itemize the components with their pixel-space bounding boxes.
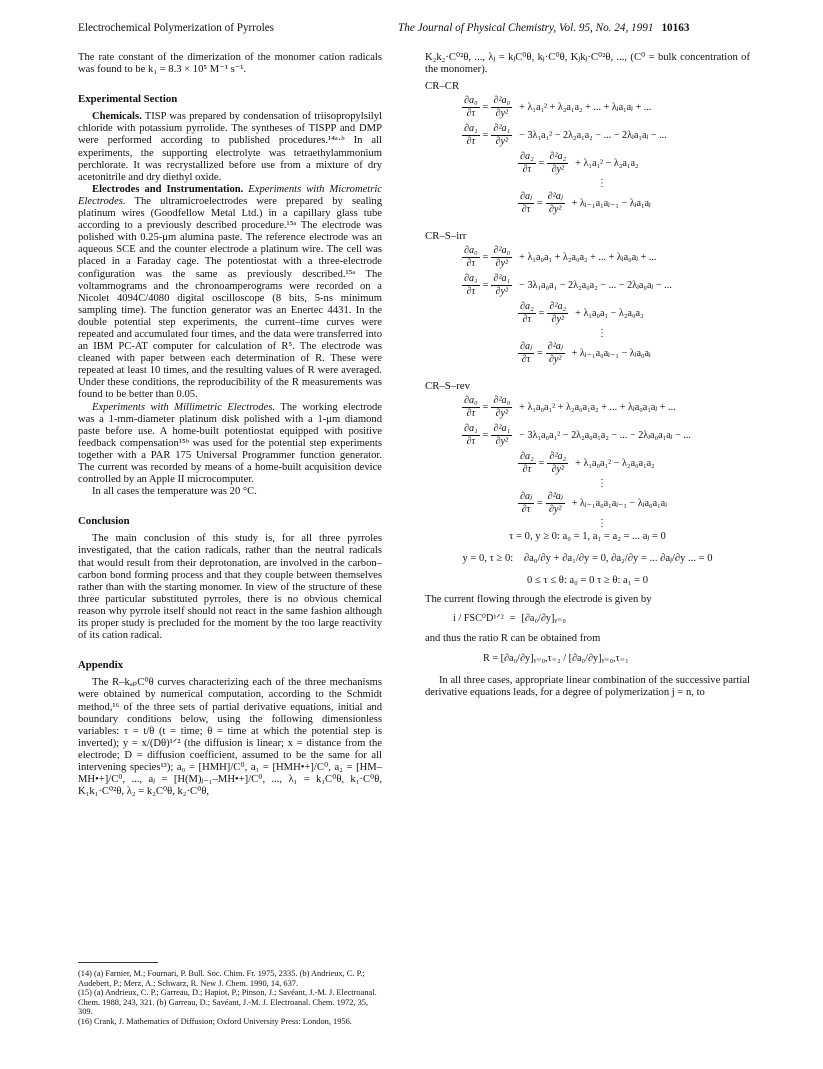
boundary-condition (425, 552, 750, 566)
equation-rhs: + λ₁a₀a₁ − λ₂a₀a₂ (575, 307, 644, 319)
chemicals-lead: Chemicals. (92, 111, 142, 123)
fraction: $\frac{\text{∂²a₁}}{\text{∂y²}}$ (493, 423, 511, 448)
current-eq-rhs: [∂a₀/∂y]ᵧ₌₀ (521, 612, 566, 624)
boundary-condition-eq: ∂a₀/∂y + ∂a₁/∂y = 0, ∂a₂/∂y = ... ∂aⱼ/∂y ... = 0 (523, 553, 713, 565)
equation-rhs: + λⱼ₋₁a₁aⱼ₋₁ − λⱼa₁aⱼ (571, 197, 651, 209)
fraction: $\frac{\text{∂a₂}}{\partial\tau}$ (520, 301, 534, 326)
right-column (425, 52, 750, 699)
cr-s-rev-equations (425, 395, 750, 528)
millimetric-text: The working electrode was a 1-mm-diameter platinum disk polished with a 1-μm diamond paste before use. A home-built potentiostat equipped with positive feedback compensation¹⁵ᵇ was used for the potential step experiments together with a PAR 175 Universal Programmer function generator. The current was recorded by means of a home-built acquisition device controlled by an Apple II microcomputer. (78, 401, 382, 486)
footnote-rule (78, 962, 158, 963)
fraction: $\frac{\text{∂a₂}}{\partial\tau}$ (520, 151, 534, 176)
current-equation: i / FSC⁰D¹ᐟ² = [∂a₀/∂y]ᵧ₌₀ (453, 612, 566, 624)
equation-rhs: + λ₁a₀a₁² + λ₂a₀a₁a₂ + ... + λⱼa₀a₁aⱼ + ... (519, 401, 676, 413)
appendix-heading: Appendix (78, 659, 124, 672)
temperature-paragraph: In all cases the temperature was 20 °C. (92, 486, 257, 498)
equation: $\frac{\text{∂a₀}}{\partial\tau}$ = $\frac{\text{∂²a₀}}{\text{∂y²}}$ + λ₁a₀a₁ + λ₂a₀a₂ + ... + λⱼa₀aⱼ + ... (464, 245, 657, 270)
left-column (78, 52, 382, 798)
footnote-16: (16) Crank, J. Mathematics of Diffusion; Oxford University Press: London, 1956. (78, 1016, 352, 1026)
current-eq-lhs: i / FSC⁰D¹ᐟ² (453, 612, 504, 624)
fraction: $\frac{\text{∂aⱼ}}{\partial\tau}$ (520, 191, 532, 216)
time-ranges: 0 ≤ τ ≤ θ: a₀ = 0 τ ≥ θ: a₁ = 0 (526, 575, 649, 587)
equation-rhs: − 3λ₁a₁² − 2λ₂a₁a₂ − ... − 2λⱼa₁aⱼ − ... (519, 129, 667, 141)
footnote-15: (15) (a) Andrieux, C. P.; Garreau, D.; Hapiot, P.; Pinson, J.; Savéant, J.-M. J. Electroanal. Chem. 1988, 243, 321. (b) Garreau, D.; Savéant, J.-M. J. Electroanal. Chem. 1972, 35, 309. (78, 988, 377, 1017)
experimental-heading: Experimental Section (78, 93, 178, 106)
fraction: $\frac{\text{∂²a₂}}{\text{∂y²}}$ (549, 301, 567, 326)
initial-condition: τ = 0, y ≥ 0: a₀ = 1, a₁ = a₂ = ... aⱼ = 0 (509, 531, 666, 543)
ratio-equation: R = [∂a₀/∂y]ᵧ₌₀,τ₌₂ / [∂a₀/∂y]ᵧ₌₀,τ₌₁ (483, 652, 629, 664)
fraction: $\frac{\text{∂²a₁}}{\text{∂y²}}$ (493, 123, 511, 148)
boundary-condition-left: y = 0, τ ≥ 0: (462, 553, 514, 565)
electrodes-sub: Experiments with Micrometric Electrodes. (78, 183, 383, 207)
fraction: $\frac{\text{∂²a₂}}{\text{∂y²}}$ (549, 451, 567, 476)
equation-rhs: + λ₁a₀a₁ + λ₂a₀a₂ + ... + λⱼa₀aⱼ + ... (519, 251, 657, 263)
appendix-paragraph: The R–kₐₚC⁰θ curves characterizing each of the three mechanisms were obtained by numerical computation, according to the Schmidt method,¹⁶ of the three sets of partial derivative equations, initial and boundary conditions below, using the following dimensionless variables: τ = t/θ (t = time; θ = time at which the potential step is inverted); y = x/(Dθ)¹ᐟ² (the diffusion is linear; x = distance from the electrode; D = diffusion coefficient, assumed to be the same for all intervening species¹³); a₀ = [HMH]/C⁰, a₁ = [HMH•+]/C⁰, a₂ = [HM–MH•+]/C⁰, ..., aⱼ = [H(M)ⱼ₋₁–MH•+]/C⁰, ..., λ₁ = k₁C⁰θ, k₁·C⁰θ, K₁k₁·C⁰²θ, λ₂ = k₂C⁰θ, k₂·C⁰θ, (78, 677, 382, 798)
cr-cr-label: CR–CR (425, 80, 460, 93)
page-number: 10163 (661, 22, 690, 34)
fraction: $\frac{\text{∂a₁}}{\partial\tau}$ (464, 423, 478, 448)
electrodes-paragraph (78, 184, 382, 402)
equation-rhs: − 3λ₁a₀a₁² − 2λ₂a₀a₁a₂ − ... − 2λⱼa₀a₁aⱼ − ... (519, 429, 691, 441)
final-paragraph: In all three cases, appropriate linear combination of the successive partial derivative equations leads, for a degree of polymerization j = n, to (425, 674, 750, 698)
fraction: $\frac{\text{∂aⱼ}}{\partial\tau}$ (520, 341, 532, 366)
cr-s-irr-equations (425, 245, 750, 366)
equation: $\frac{\text{∂a₂}}{\partial\tau}$ = $\frac{\text{∂²a₂}}{\text{∂y²}}$ + λ₁a₀a₁ − λ₂a₀a₂ (520, 301, 644, 326)
electrodes-text: The ultramicroelectrodes were prepared by sealing platinum wires (Goodfellow Metal Ltd.) in a capillary glass tube according to a previously described procedure.¹⁵ᵃ The electrode was polished with 0.25-μm alumina paste. The reference electrode was an aqueous SCE and the counter electrode a platinum wire. The cell was placed in a Faraday cage. The potentiostat with a three-electrode configuration was the same as previously described.¹⁵ᵃ The voltammograms and the chronoamperograms were recorded on a Nicolet 4094C/4080 digital oscilloscope (8 bits, 5-ns minimum sampling time). The function generator was an Enertec 4431. In the double potential step experiments, the current–time curves were repeated and accumulated four times, and the data were transferred into an IBM PC-AT computer for calculation of R⁵. The electrode was cleaned with paper between each determination of R. These were repeated at least 10 times, and the resulting values of R were averaged. Under these conditions, the reproducibility of the R measurements was found to be better than 0.05. (78, 195, 382, 401)
equation: $\frac{\text{∂a₀}}{\partial\tau}$ = $\frac{\text{∂²a₀}}{\text{∂y²}}$ + λ₁a₀a₁² + λ₂a₀a₁a₂ + ... + λⱼa₀a₁aⱼ + ... (464, 395, 676, 420)
fraction: $\frac{\text{∂²a₀}}{\text{∂y²}}$ (493, 245, 511, 270)
equation: $\frac{\text{∂a₁}}{\partial\tau}$ = $\frac{\text{∂²a₁}}{\text{∂y²}}$ − 3λ₁a₀a₁² − 2λ₂a₀a₁a₂ − ... − 2λⱼa₀a₁aⱼ − ... (464, 423, 691, 448)
chemicals-paragraph (78, 111, 382, 184)
footnote-14: (14) (a) Farnier, M.; Fournari, P. Bull. Soc. Chim. Fr. 1975, 2335. (b) Andrieux, C. P.; Audebert, P.; Merz, A.; Schwarz, R. New J. Chem. 1990, 14, 637. (78, 969, 365, 988)
cr-cr-equations (425, 95, 750, 216)
equation: $\frac{\text{∂a₁}}{\partial\tau}$ = $\frac{\text{∂²a₁}}{\text{∂y²}}$ − 3λ₁a₁² − 2λ₂a₁a₂ − ... − 2λⱼa₁aⱼ − ... (464, 123, 667, 148)
equation-rhs: + λ₁a₀a₁² − λ₂a₀a₁a₂ (575, 457, 655, 469)
vertical-ellipsis: ⋮ (597, 178, 607, 190)
right-intro: K₂k₂·C⁰²θ, ..., λⱼ = kⱼC⁰θ, kⱼ·C⁰θ, Kⱼkⱼ·C⁰²θ, ..., (C⁰ = bulk concentration of the monomer). (425, 52, 750, 76)
boundary-conditions (425, 530, 750, 588)
current-text: The current flowing through the electrode is given by (425, 594, 652, 606)
equation: $\frac{\text{∂aⱼ}}{\partial\tau}$ = $\frac{\text{∂²aⱼ}}{\text{∂y²}}$ + λⱼ₋₁a₀a₁aⱼ₋₁ − λⱼa₀a₁aⱼ (520, 491, 667, 516)
fraction: $\frac{\text{∂²aⱼ}}{\text{∂y²}}$ (547, 191, 563, 216)
millimetric-paragraph (78, 402, 382, 487)
vertical-ellipsis: ⋮ (597, 518, 607, 530)
fraction: $\frac{\text{∂a₀}}{\partial\tau}$ (464, 395, 478, 420)
fraction: $\frac{\text{∂a₀}}{\partial\tau}$ (464, 245, 478, 270)
fraction: $\frac{\text{∂²aⱼ}}{\text{∂y²}}$ (547, 341, 563, 366)
cr-s-irr-label: CR–S–irr (425, 230, 467, 243)
footnotes (78, 962, 382, 1027)
chemicals-text: TISP was prepared by condensation of triisopropylsilyl chloride with potassium pyrrolide. The syntheses of TISPP and DMP were performed according to published procedures.¹⁴ᵃ·ᵇ In all experiments, the supporting electrolyte was tetraethylammonium perchlorate. It was recrystallized before use from a mixture of dry acetonitrile and dry diethyl oxide. (78, 111, 382, 183)
fraction: $\frac{\text{∂²a₁}}{\text{∂y²}}$ (493, 273, 511, 298)
equation-rhs: + λⱼ₋₁a₀a₁aⱼ₋₁ − λⱼa₀a₁aⱼ (571, 497, 667, 509)
conclusion-paragraph: The main conclusion of this study is, for all three pyrroles investigated, that the cation radicals, rather than the neutral radicals that would result from their deprotonation, are involved in the carbon–carbon bond forming process and that they couple between themselves rather than with the starting monomer. In view of the structure of these three particular substituted pyrroles, there is no obvious chemical reason why pyrrole itself should not react in the same fashion although its proper study is precluded for the moment by the too large reactivity of its cation radical. (78, 533, 382, 642)
equation: $\frac{\text{∂a₂}}{\partial\tau}$ = $\frac{\text{∂²a₂}}{\text{∂y²}}$ + λ₁a₀a₁² − λ₂a₀a₁a₂ (520, 451, 655, 476)
ratio-text: and thus the ratio R can be obtained from (425, 632, 601, 644)
fraction: $\frac{\text{∂²a₂}}{\text{∂y²}}$ (549, 151, 567, 176)
fraction: $\frac{\text{∂²aⱼ}}{\text{∂y²}}$ (547, 491, 563, 516)
conclusion-heading: Conclusion (78, 515, 130, 528)
equation-rhs: − 3λ₁a₀a₁ − 2λ₂a₀a₂ − ... − 2λⱼa₀aⱼ − ... (519, 279, 672, 291)
millimetric-sub: Experiments with Millimetric Electrodes. (92, 401, 275, 413)
vertical-ellipsis: ⋮ (597, 478, 607, 490)
equation: $\frac{\text{∂a₀}}{\partial\tau}$ = $\frac{\text{∂²a₀}}{\text{∂y²}}$ + λ₁a₁² + λ₂a₁a₂ + ... + λⱼa₁aⱼ + ... (464, 95, 652, 120)
fraction: $\frac{\text{∂²a₀}}{\text{∂y²}}$ (493, 95, 511, 120)
equation-rhs: + λⱼ₋₁a₀aⱼ₋₁ − λⱼa₀aⱼ (571, 347, 651, 359)
running-title: Electrochemical Polymerization of Pyrroles (78, 22, 275, 34)
fraction: $\frac{\text{∂²a₀}}{\text{∂y²}}$ (493, 395, 511, 420)
equation: $\frac{\text{∂aⱼ}}{\partial\tau}$ = $\frac{\text{∂²aⱼ}}{\text{∂y²}}$ + λⱼ₋₁a₀aⱼ₋₁ − λⱼa₀aⱼ (520, 341, 651, 366)
equation-rhs: + λ₁a₁² − λ₂a₁a₂ (575, 157, 639, 169)
electrodes-lead: Electrodes and Instrumentation. (92, 183, 244, 195)
fraction: $\frac{\text{∂a₂}}{\partial\tau}$ (520, 451, 534, 476)
fraction: $\frac{\text{∂a₀}}{\partial\tau}$ (464, 95, 478, 120)
journal-citation (398, 22, 689, 34)
vertical-ellipsis: ⋮ (597, 328, 607, 340)
fraction: $\frac{\text{∂a₁}}{\partial\tau}$ (464, 273, 478, 298)
fraction: $\frac{\text{∂a₁}}{\partial\tau}$ (464, 123, 478, 148)
journal-citation-text: The Journal of Physical Chemistry, Vol. 95, No. 24, 1991 (398, 22, 654, 34)
equation: $\frac{\text{∂aⱼ}}{\partial\tau}$ = $\frac{\text{∂²aⱼ}}{\text{∂y²}}$ + λⱼ₋₁a₁aⱼ₋₁ − λⱼa₁aⱼ (520, 191, 651, 216)
cr-s-rev-label: CR–S–rev (425, 380, 470, 393)
equation: $\frac{\text{∂a₂}}{\partial\tau}$ = $\frac{\text{∂²a₂}}{\text{∂y²}}$ + λ₁a₁² − λ₂a₁a₂ (520, 151, 639, 176)
equation: $\frac{\text{∂a₁}}{\partial\tau}$ = $\frac{\text{∂²a₁}}{\text{∂y²}}$ − 3λ₁a₀a₁ − 2λ₂a₀a₂ − ... − 2λⱼa₀aⱼ − ... (464, 273, 672, 298)
intro-paragraph: The rate constant of the dimerization of the monomer cation radicals was found to be k₁ = 8.3 × 10⁵ M⁻¹ s⁻¹. (78, 52, 382, 76)
fraction: $\frac{\text{∂aⱼ}}{\partial\tau}$ (520, 491, 532, 516)
equation-rhs: + λ₁a₁² + λ₂a₁a₂ + ... + λⱼa₁aⱼ + ... (519, 101, 652, 113)
